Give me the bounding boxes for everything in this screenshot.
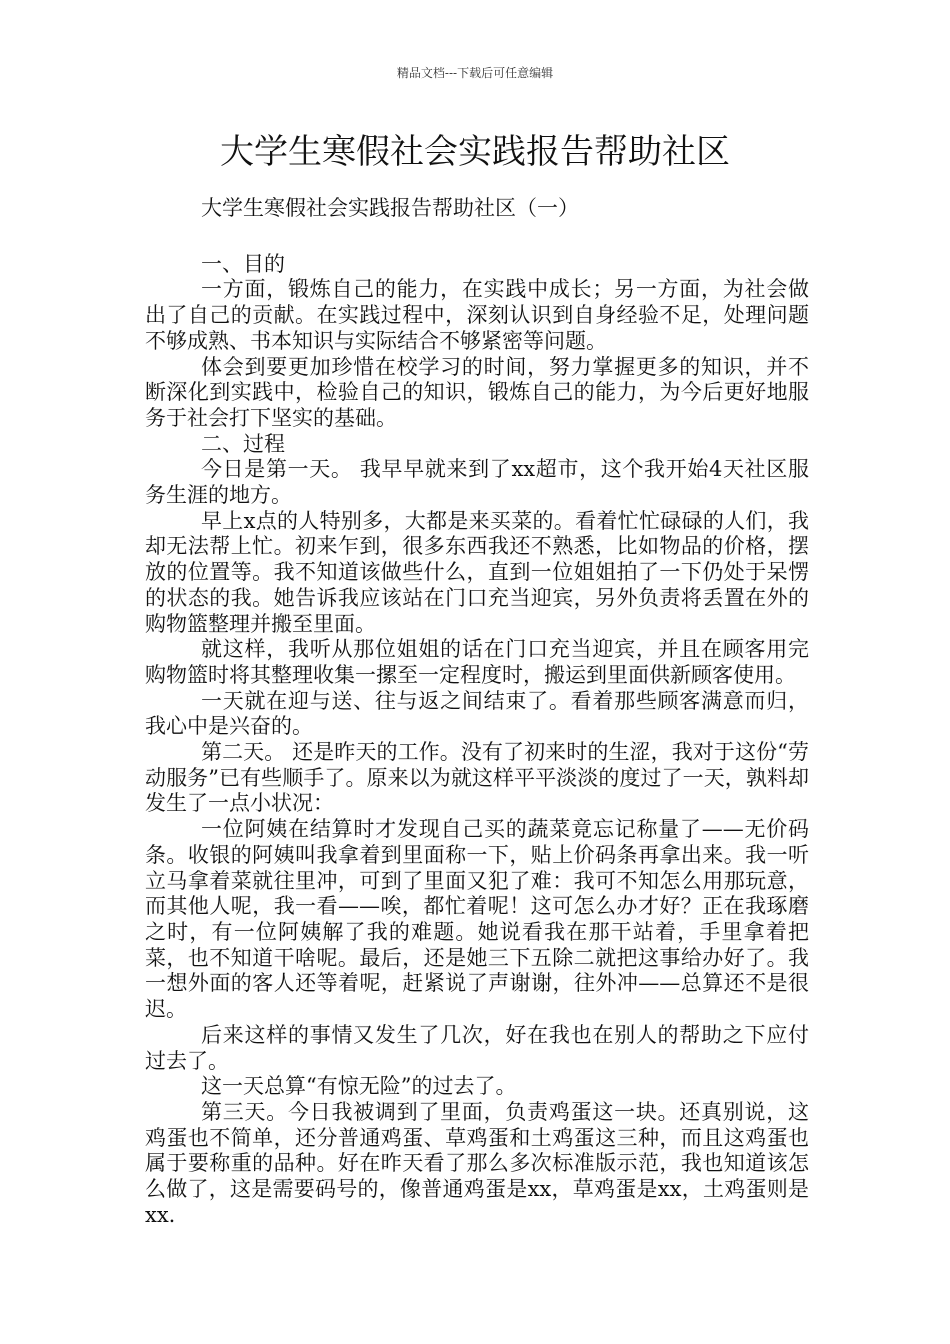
paragraph: 一天就在迎与送、往与返之间结束了。看着那些顾客满意而归，我心中是兴奋的。 [145, 688, 809, 739]
document-subtitle: 大学生寒假社会实践报告帮助社区（一） [201, 196, 579, 220]
paragraph: 第三天。今日我被调到了里面，负责鸡蛋这一块。还真别说，这鸡蛋也不简单，还分普通鸡蛋、草鸡蛋和土鸡蛋这三种，而且这鸡蛋也属于要称重的品种。好在昨天看了那么多次标准版示范，我也知道该怎么做了，这是需要码号的，像普通鸡蛋是xx，草鸡蛋是xx，土鸡蛋则是xx. [145, 1099, 809, 1227]
paragraph: 早上x点的人特别多，大都是来买菜的。看着忙忙碌碌的人们，我却无法帮上忙。初来乍到，很多东西我还不熟悉，比如物品的价格，摆放的位置等。我不知道该做些什么，直到一位姐姐拍了一下仍处于呆愣的状态的我。她告诉我应该站在门口充当迎宾，另外负责将丢置在外的购物篮整理并搬至里面。 [145, 508, 809, 636]
paragraph: 这一天总算“有惊无险”的过去了。 [201, 1074, 517, 1099]
paragraph: 就这样，我听从那位姐姐的话在门口充当迎宾，并且在顾客用完购物篮时将其整理收集一摞至一定程度时，搬运到里面供新顾客使用。 [145, 637, 809, 687]
paragraph: 一位阿姨在结算时才发现自己买的蔬菜竟忘记称量了——无价码条。收银的阿姨叫我拿着到里面称一下，贴上价码条再拿出来。我一听立马拿着菜就往里冲，可到了里面又犯了难：我可不知怎么用那玩意，而其他人呢，我一看——唉，都忙着呢！这可怎么办才好？正在我琢磨之时，有一位阿姨解了我的难题。她说看我在那干站着，手里拿着把菜，也不知道干啥呢。最后，还是她三下五除二就把这事给办好了。我一想外面的客人还等着呢，赶紧说了声谢谢，往外冲——总算还不是很迟。 [145, 817, 809, 1022]
section-heading-purpose: 一、目的 [201, 251, 285, 276]
paragraph: 体会到要更加珍惜在校学习的时间，努力掌握更多的知识，并不断深化到实践中，检验自己的知识，锻炼自己的能力，为今后更好地服务于社会打下坚实的基础。 [145, 354, 809, 430]
paragraph: 一方面，锻炼自己的能力，在实践中成长；另一方面，为社会做出了自己的贡献。在实践过程中，深刻认识到自身经验不足，处理问题不够成熟、书本知识与实际结合不够紧密等问题。 [145, 277, 809, 353]
document-title: 大学生寒假社会实践报告帮助社区 [220, 132, 730, 172]
page-header-watermark: 精品文档---下载后可任意编辑 [396, 66, 554, 80]
paragraph: 第二天。 还是昨天的工作。没有了初来时的生涩，我对于这份“劳动服务”已有些顺手了。原来以为就这样平平淡淡的度过了一天，孰料却发生了一点小状况： [145, 740, 809, 816]
paragraph: 后来这样的事情又发生了几次，好在我也在别人的帮助之下应付过去了。 [145, 1022, 809, 1073]
section-heading-process: 二、过程 [201, 431, 285, 456]
document-body [145, 196, 809, 1228]
paragraph: 今日是第一天。 我早早就来到了xx超市，这个我开始4天社区服务生涯的地方。 [145, 457, 809, 508]
